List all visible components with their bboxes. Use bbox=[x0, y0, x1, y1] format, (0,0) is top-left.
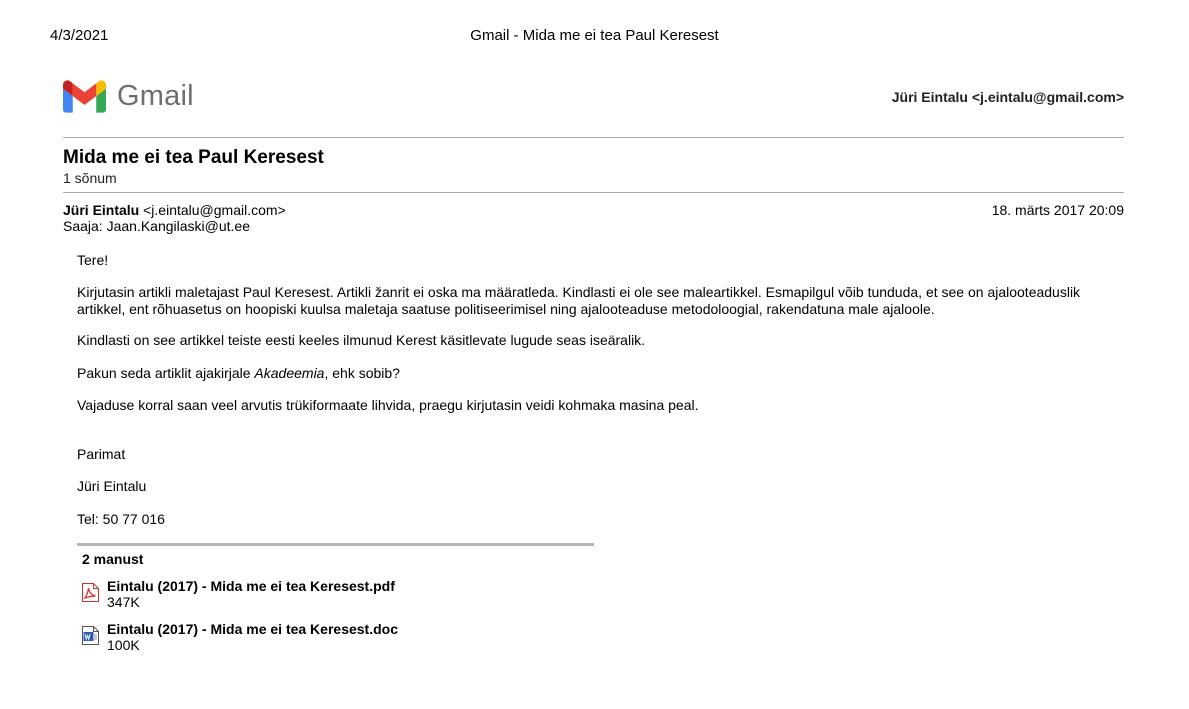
attachment-size: 347K bbox=[107, 594, 140, 610]
attachments-divider bbox=[77, 543, 594, 546]
body-phone: Tel: 50 77 016 bbox=[77, 511, 165, 527]
account-label: Jüri Eintalu <j.eintalu@gmail.com> bbox=[891, 89, 1124, 105]
message-date: 18. märts 2017 20:09 bbox=[991, 202, 1124, 218]
print-title: Gmail - Mida me ei tea Paul Keresest bbox=[470, 27, 719, 44]
print-date: 4/3/2021 bbox=[50, 27, 109, 44]
body-paragraph: Vajaduse korral saan veel arvutis trükiformaate lihvida, praegu kirjutasin veidi kohmaka masina peal. bbox=[77, 397, 699, 413]
sender-email[interactable]: <j.eintalu@gmail.com> bbox=[143, 202, 286, 218]
logo-row bbox=[63, 78, 1124, 116]
pdf-file-icon bbox=[82, 583, 99, 602]
sender-name: Jüri Eintalu bbox=[63, 202, 140, 218]
body-signature: Jüri Eintalu bbox=[77, 478, 147, 494]
print-header bbox=[50, 27, 1139, 47]
sender bbox=[63, 202, 286, 218]
thread-subject: Mida me ei tea Paul Keresest bbox=[63, 147, 324, 168]
body-text: Pakun seda artiklit ajakirjale bbox=[77, 365, 255, 381]
divider bbox=[63, 192, 1124, 193]
journal-name: Akadeemia bbox=[254, 365, 325, 381]
body-paragraph: Kirjutasin artikli maletajast Paul Keresest. Artikli žanrit ei oska ma määratleda. Kindlasti ei ole see maleartikkel. Esmapilgul võib tunduda, et see on ajalooteaduslik artikkel, ent rõhuasetus on hoopiski kuulsa maletaja saatuse politiseerimisel ning ajalooteaduse metodoloogial, rakendatuna male ajaloole. bbox=[77, 284, 1081, 317]
attachment-size: 100K bbox=[107, 637, 140, 653]
gmail-wordmark: Gmail bbox=[117, 79, 194, 112]
attachment-name[interactable]: Eintalu (2017) - Mida me ei tea Keresest.doc bbox=[107, 621, 398, 637]
body-greeting: Tere! bbox=[77, 252, 109, 268]
recipient: Saaja: Jaan.Kangilaski@ut.ee bbox=[63, 218, 250, 234]
gmail-logo[interactable] bbox=[63, 78, 203, 114]
message-count: 1 sõnum bbox=[63, 170, 117, 186]
body-paragraph bbox=[77, 365, 1117, 382]
attachment-name[interactable]: Eintalu (2017) - Mida me ei tea Keresest.pdf bbox=[107, 578, 395, 594]
doc-file-icon bbox=[82, 626, 99, 645]
body-paragraph: Kindlasti on see artikkel teiste eesti keeles ilmunud Kerest käsitlevate lugude seas iseäralik. bbox=[77, 332, 646, 348]
attachments-count: 2 manust bbox=[82, 551, 144, 567]
gmail-m-icon bbox=[63, 80, 106, 113]
body-closing: Parimat bbox=[77, 446, 126, 462]
divider bbox=[63, 137, 1124, 138]
body-text: , ehk sobib? bbox=[324, 365, 400, 381]
